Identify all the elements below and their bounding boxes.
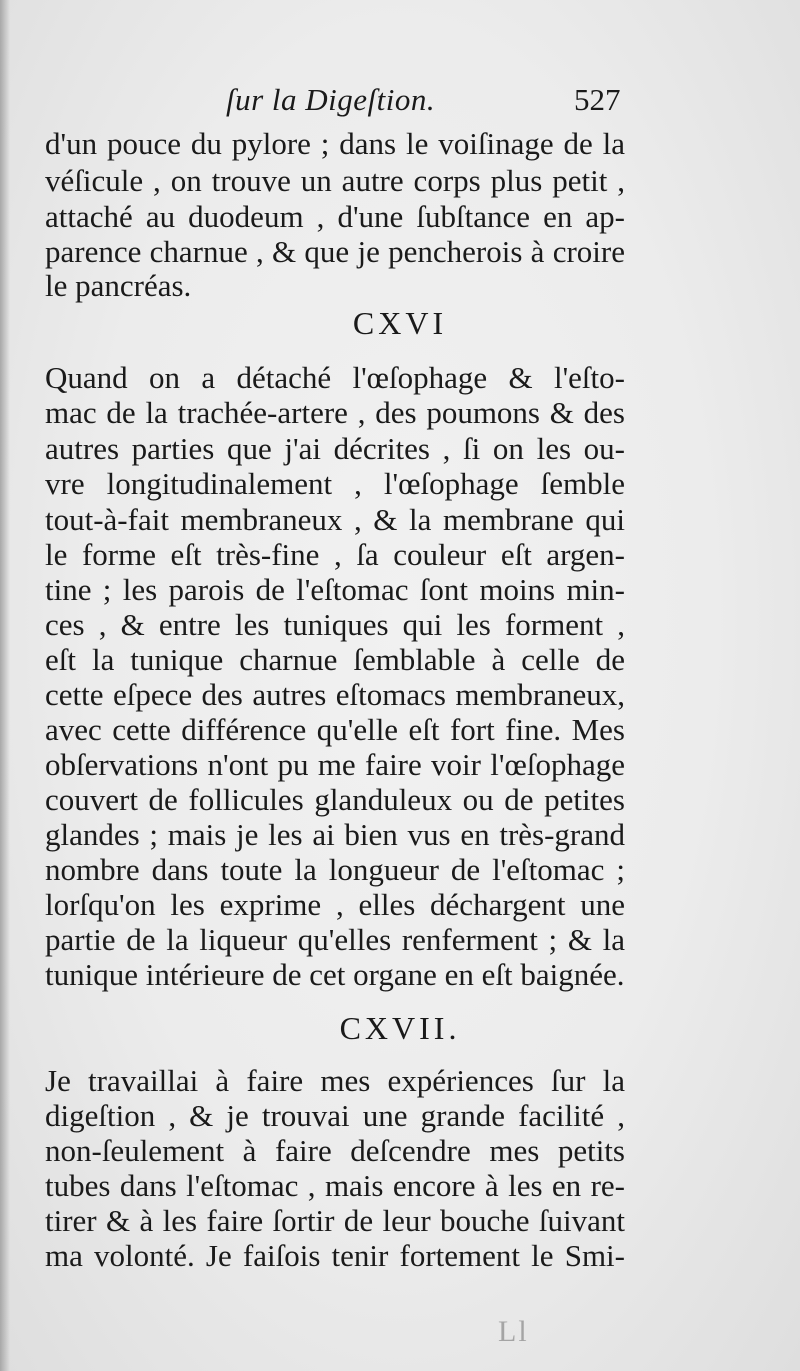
text-line: ces , & entre les tuniques qui les forment , bbox=[45, 607, 625, 642]
text-line: Quand on a détaché l'œſophage & l'eſto- bbox=[45, 360, 625, 395]
text-line: tubes dans l'eſtomac , mais encore à les en re- bbox=[45, 1168, 625, 1203]
text-line: non-ſeulement à faire deſcendre mes petits bbox=[45, 1133, 625, 1168]
signature-mark: Ll bbox=[498, 1315, 529, 1348]
section-heading: CXVI bbox=[352, 305, 448, 341]
page-number: 527 bbox=[574, 82, 621, 117]
text-line: obſervations n'ont pu me faire voir l'œſophage bbox=[45, 747, 625, 782]
text-line: le forme eſt très-fine , ſa couleur eſt argen- bbox=[45, 537, 625, 572]
text-line: tunique intérieure de cet organe en eſt baignée. bbox=[45, 957, 625, 992]
text-line: avec cette différence qu'elle eſt fort fine. Mes bbox=[45, 712, 625, 747]
text-line: vre longitudinalement , l'œſophage ſemble bbox=[45, 466, 625, 501]
text-line: nombre dans toute la longueur de l'eſtomac ; bbox=[45, 852, 625, 887]
text-line: autres parties que j'ai décrites , ſi on les ou- bbox=[45, 431, 625, 466]
text-line: eſt la tunique charnue ſemblable à celle de bbox=[45, 642, 625, 677]
text-line: lorſqu'on les exprime , elles déchargent une bbox=[45, 887, 625, 922]
text-line: véſicule , on trouve un autre corps plus petit , bbox=[45, 163, 625, 198]
page-header bbox=[0, 82, 800, 122]
binding-shadow bbox=[0, 0, 10, 1371]
text-line: mac de la trachée-artere , des poumons & des bbox=[45, 395, 625, 430]
text-line: tout-à-fait membraneux , & la membrane qui bbox=[45, 502, 625, 537]
text-line: ma volonté. Je faiſois tenir fortement le Smi- bbox=[45, 1238, 625, 1273]
text-line: tirer & à les faire ſortir de leur bouche ſuivant bbox=[45, 1203, 625, 1238]
text-line: tine ; les parois de l'eſtomac ſont moins min- bbox=[45, 572, 625, 607]
text-line: le pancréas. bbox=[45, 268, 192, 303]
text-line: parence charnue , & que je pencherois à croire bbox=[45, 234, 625, 269]
text-line: digeſtion , & je trouvai une grande facilité , bbox=[45, 1098, 625, 1133]
text-line: Je travaillai à faire mes expériences ſur la bbox=[45, 1063, 625, 1098]
text-line: d'un pouce du pylore ; dans le voiſinage de la bbox=[45, 126, 625, 161]
text-line: attaché au duodeum , d'une ſubſtance en ap- bbox=[45, 199, 625, 234]
text-line: glandes ; mais je les ai bien vus en très-grand bbox=[45, 817, 625, 852]
text-line: cette eſpece des autres eſtomacs membraneux, bbox=[45, 677, 625, 712]
section-heading: CXVII. bbox=[339, 1010, 461, 1046]
text-line: partie de la liqueur qu'elles renferment ; & la bbox=[45, 922, 625, 957]
running-title: ſur la Digeſtion. bbox=[226, 82, 436, 117]
text-line: couvert de follicules glanduleux ou de petites bbox=[45, 782, 625, 817]
